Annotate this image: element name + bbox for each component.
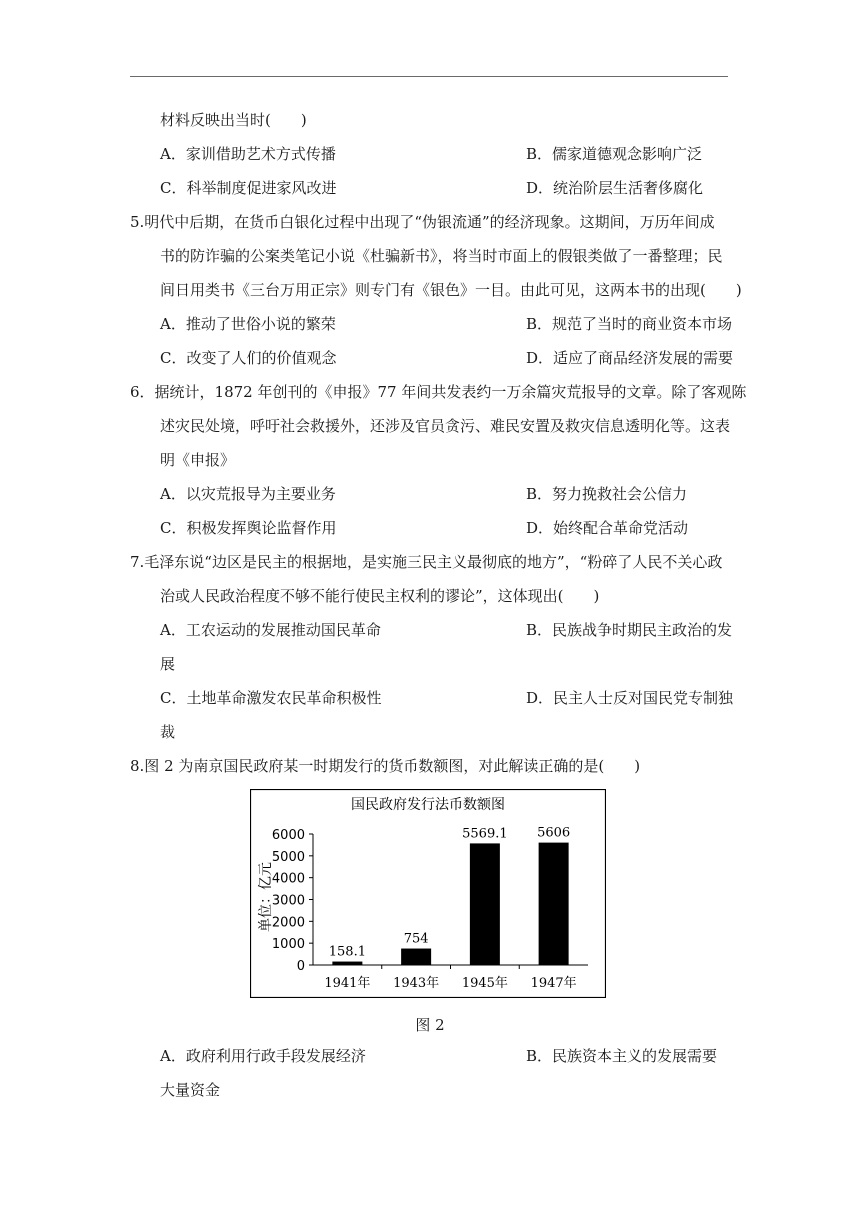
q5-option-d[interactable]: D．适应了商品经济发展的需要 — [526, 349, 734, 367]
currency-chart — [250, 789, 606, 998]
q8-option-b-wrap: 大量资金 — [160, 1081, 221, 1099]
q6-stem-line2: 述灾民处境，呼吁社会救援外，还涉及官员贪污、难民安置及救灾信息透明化等。这表 — [160, 417, 731, 435]
x-tick-label: 1947年 — [530, 976, 577, 991]
q7-option-d-wrap: 裁 — [160, 723, 176, 741]
x-tick-label: 1941年 — [324, 976, 371, 991]
q4-stem-tail: 材料反映出当时( ) — [160, 111, 307, 129]
q6-option-b[interactable]: B．努力挽救社会公信力 — [526, 485, 688, 503]
q5-option-b[interactable]: B．规范了当时的商业资本市场 — [526, 315, 733, 333]
bar-value-label: 754 — [403, 931, 429, 947]
q6-option-a[interactable]: A．以灾荒报导为主要业务 — [160, 485, 336, 503]
q6-option-c[interactable]: C．积极发挥舆论监督作用 — [160, 519, 337, 537]
q4-option-d[interactable]: D．统治阶层生活奢侈腐化 — [526, 179, 704, 197]
x-tick-label: 1945年 — [461, 976, 508, 991]
q7-stem-line2: 治或人民政治程度不够不能行使民主权利的谬论”，这体现出( ) — [160, 587, 600, 605]
figure-caption: 图 2 — [415, 1016, 445, 1034]
q7-option-a[interactable]: A．工农运动的发展推动国民革命 — [160, 621, 381, 639]
q7-option-b-wrap: 展 — [160, 655, 176, 673]
bar — [470, 843, 500, 965]
q5-option-a[interactable]: A．推动了世俗小说的繁荣 — [160, 315, 336, 333]
q4-option-a[interactable]: A．家训借助艺术方式传播 — [160, 145, 336, 163]
bar — [332, 962, 362, 965]
q8-option-b[interactable]: B．民族资本主义的发展需要 — [526, 1047, 718, 1065]
q8-stem-line1: 8.图 2 为南京国民政府某一时期发行的货币数额图，对此解读正确的是( ) — [130, 757, 641, 775]
chart-title: 国民政府发行法币数额图 — [351, 797, 505, 813]
chart-ylabel: 单位：亿元 — [258, 862, 274, 932]
y-tick-label: 2000 — [271, 915, 305, 931]
q5-stem-line2: 书的防诈骗的公案类笔记小说《杜骗新书》，将当时市面上的假银类做了一番整理；民 — [160, 247, 723, 265]
bar-value-label: 158.1 — [328, 944, 366, 960]
q7-option-b[interactable]: B．民族战争时期民主政治的发 — [526, 621, 733, 639]
y-tick-label: 5000 — [271, 849, 305, 865]
x-tick-label: 1943年 — [393, 976, 440, 991]
header-rule — [130, 76, 728, 77]
q8-option-a[interactable]: A．政府利用行政手段发展经济 — [160, 1047, 366, 1065]
q5-stem-line3: 间日用类书《三台万用正宗》则专门有《银色》一目。由此可见，这两本书的出现( ) — [160, 281, 742, 299]
q5-option-c[interactable]: C．改变了人们的价值观念 — [160, 349, 337, 367]
y-tick-label: 0 — [296, 959, 305, 974]
q6-stem-line1: 6．据统计，1872 年创刊的《申报》77 年间共发表约一万余篇灾荒报导的文章。除了客观陈 — [130, 383, 747, 401]
y-tick-label: 1000 — [271, 937, 305, 953]
q7-option-c[interactable]: C．土地革命激发农民革命积极性 — [160, 689, 382, 707]
q6-stem-line3: 明《申报》 — [160, 451, 236, 469]
q4-option-b[interactable]: B．儒家道德观念影响广泛 — [526, 145, 703, 163]
q4-option-c[interactable]: C．科举制度促进家风改进 — [160, 179, 337, 197]
q7-option-d[interactable]: D．民主人士反对国民党专制独 — [526, 689, 734, 707]
y-tick-label: 4000 — [271, 871, 305, 887]
q6-option-d[interactable]: D．始终配合革命党活动 — [526, 519, 689, 537]
bar — [401, 949, 431, 965]
bar — [539, 843, 569, 965]
y-tick-label: 6000 — [271, 828, 305, 843]
y-tick-label: 3000 — [271, 893, 305, 909]
q7-stem-line1: 7.毛泽东说“边区是民主的根据地，是实施三民主义最彻底的地方”，“粉碎了人民不关心政 — [130, 553, 723, 571]
bar-value-label: 5569.1 — [462, 826, 508, 842]
q5-stem-line1: 5.明代中后期，在货币白银化过程中出现了“伪银流通”的经济现象。这期间，万历年间成 — [130, 213, 715, 231]
bar-value-label: 5606 — [537, 825, 571, 841]
